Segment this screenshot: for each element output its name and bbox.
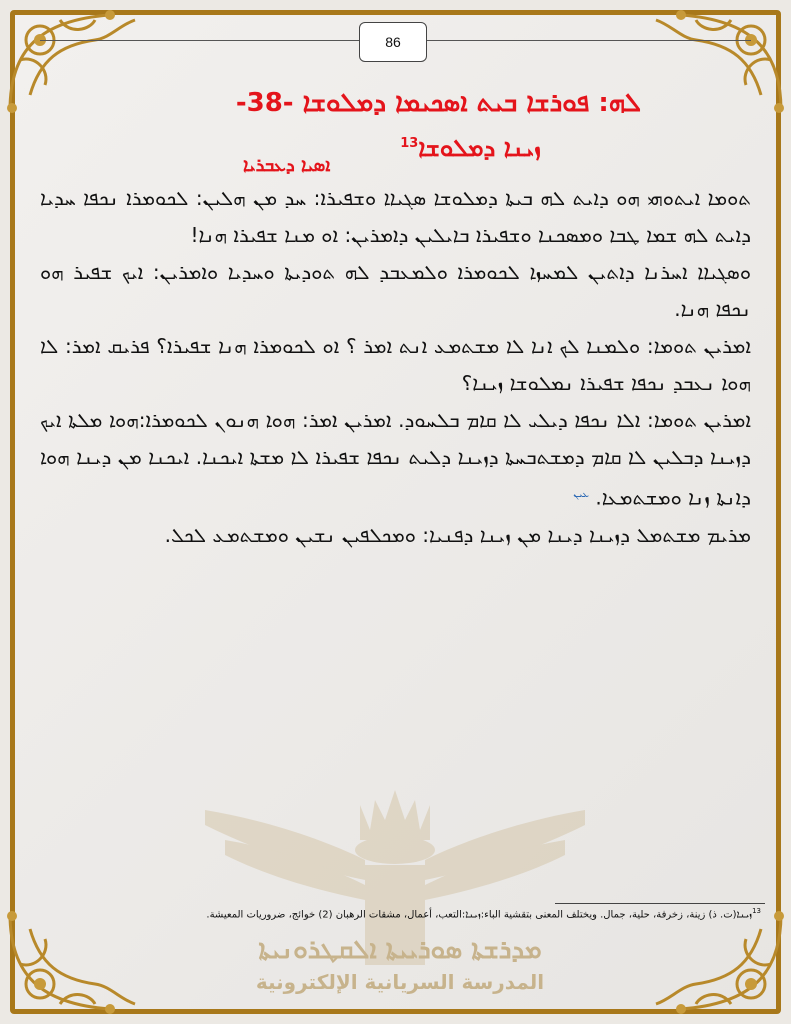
subtitle <box>400 134 541 162</box>
footnote-ref[interactable]: 13 <box>400 136 419 151</box>
ornament-corner-bottom-left <box>0 904 150 1024</box>
footnote <box>31 907 761 920</box>
ornament-corner-top-left <box>0 0 150 120</box>
paragraph: ܬܘܡܐ ܐܝܬܘܗܝ ܗܘ ܕܐܝܬ ܠܗ ܒܝܬܐ ܕܡܠܘܫܐ ܣܓܝܐܐ ܘܫܦܝܪܐ: ܚܕ ܡܢ ܗܠܝܢ: ܠܟܘܡܪܐ ܢܟܦܐ ܚܕܝܐ ܕܐܝܬ ܠܗ ܫܡܐ ܛܒܐ ܘܡܣܟܢܐ ܘܫܦܝܪܐ ܒܐܝܠܝܢ ܕܐܡܪܝܢ: ܐܘ ܡܢܐ ܫܦܝܪܐ ܗܢܐ! <box>40 186 751 247</box>
watermark-arabic: المدرسة السريانية الإلكترونية <box>255 970 545 994</box>
footnote-text: ܙܝܢܐ(ت. ذ) زينة، زخرفة، حلية، جمال. ويختلف المعنى بتقشية الباء:ܙܝܢܐ:التعب، أعمال، مشقات الرهبان (2) خوائج، ضروريات المعيشة. <box>206 909 753 921</box>
paragraph <box>40 402 751 517</box>
footnote-number: 13 <box>752 907 761 915</box>
paragraph: ܡܪܝܡ ܡܫܬܡܠ ܕܙܝܢܐ ܕܝܢܐ ܡܢ ܙܝܢܐ ܕܦܢܝܐ: ܘܡܟܠܦܝܢ ܢܫܝܢ ܘܡܫܬܡܥ ܠܟܠ. <box>164 522 751 547</box>
page-number: 86 <box>359 22 427 62</box>
inline-reference[interactable]: ܥܝܢ <box>573 489 590 500</box>
paragraph: ܘܣܓܝܐܐ ܐܚܪܢܐ ܕܐܬܝܢ ܠܡܚܙܐ ܠܟܘܡܪܐ ܘܠܡܥܒܕ ܠܗ ܬܘܕܝܬܐ ܘܚܕܝܐ ܘܐܡܪܝܢ: ܐܝܟ ܫܦܝܪ ܗܘ ܢܟܦܐ ܗܢܐ. <box>40 260 751 321</box>
body-text <box>40 180 751 554</box>
watermark-syriac: ܡܕܪܫܬܐ ܣܘܪܝܝܬܐ ܐܠܩܛܪܘܢܝܬܐ <box>258 935 542 965</box>
footnote-rule <box>555 903 765 904</box>
red-annotation: ܐܣܝܐ ܕܥܒܪܝܐ <box>243 155 331 176</box>
ornament-corner-bottom-right <box>641 904 791 1024</box>
subtitle-row <box>400 134 541 162</box>
page-title: ܠܗ: ܦܘܪܫܐ ܒܝܬ ܐܣܟܝܡܐ ܕܡܠܘܫܐ -38- <box>235 88 641 118</box>
ornament-corner-top-right <box>641 0 791 120</box>
paragraph-text: ܐܡܪܝܢ ܬܘܡܐ: ܐܠܐ ܢܟܦܐ ܕܝܠܝ ܠܐ ܩܐܡ ܒܠܚܘܕ. ܐܡܪܝܢ ܐܡܪ: ܗܘܐ ܗܢܘܢ ܠܟܘܡܪܐ:ܗܘܐ ܡܠܬܐ ܐܝܟ ܕܙܝܢܐ ܕܒܠܝܢ ܠܐ ܩܐܡ ܕܡܫܬܒܚܬܐ ܕܙܝܢܐ ܕܠܝܬ ܢܟܦܐ ܫܦܝܪܐ ܠܐ ܡܫܬܐ ܐܝܟܢܐ. ܐܝܟܢܐ ܡܢ ܕܝܢܐ ܗܘܐ ܕܐܢܬܐ ܙܢܐ ܘܡܫܬܡܥܐ. <box>40 408 751 510</box>
subtitle-text: ܙܝܢܐ ܕܡܠܘܫܐ <box>418 134 541 162</box>
paragraph: ܐܡܪܝܢ ܬܘܡܐ: ܘܠܡܢܐ ܠܟ ܐܢܐ ܠܐ ܡܫܬܡܥ ܐܢܬ ܐܡܪ ؟ ܐܘ ܠܟܘܡܪܐ ܗܢܐ ܫܦܝܪܐ؟ ܦܪܝܩ ܐܡܪ: ܠܐ ܗܘܐ ܢܥܒܕ ܢܟܦܐ ܫܦܝܪܐ ܢܡܠܘܫܐ ܙܝܢܐ؟ <box>40 334 751 395</box>
